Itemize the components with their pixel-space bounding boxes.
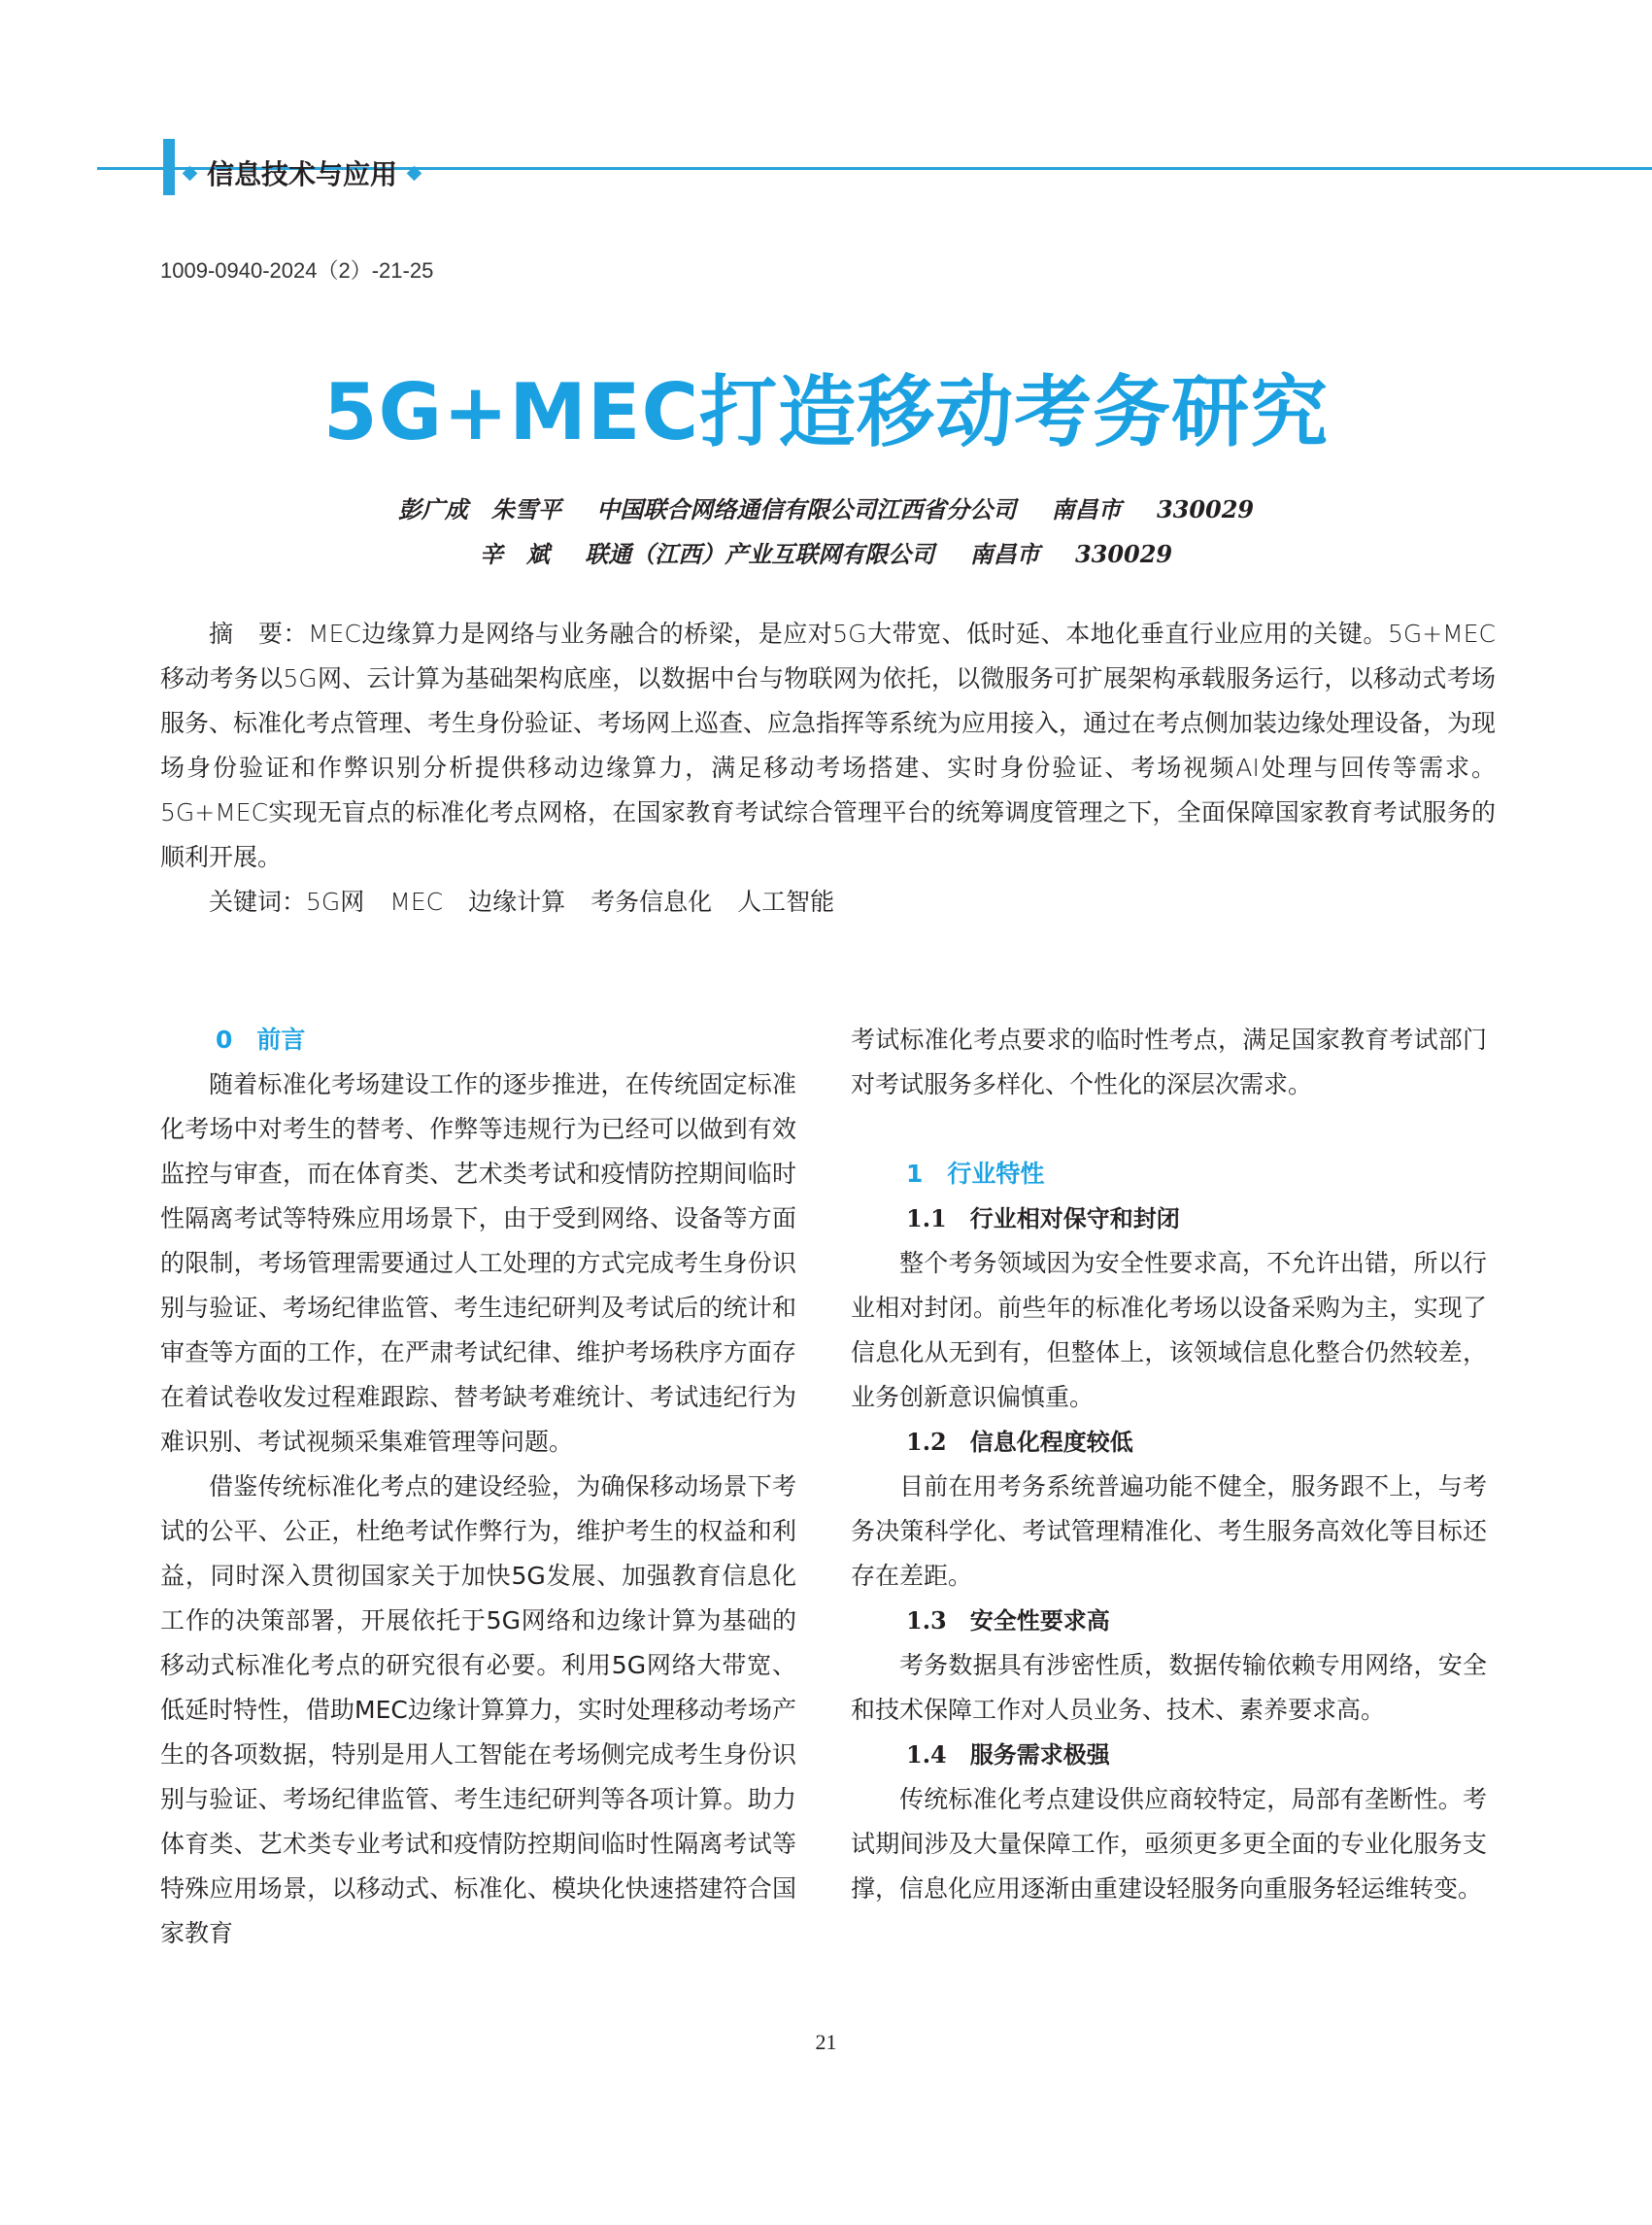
keyword: 边缘计算 <box>468 888 566 916</box>
keywords <box>160 880 1496 925</box>
keyword: 考务信息化 <box>590 888 713 916</box>
paragraph: 整个考务领域因为安全性要求高，不允许出错，所以行业相对封闭。前些年的标准化考场以设备采购为主，实现了信息化从无到有，但整体上，该领域信息化整合仍然较差，业务创新意识偏慎重。 <box>851 1249 1487 1411</box>
section-gap <box>851 1107 1487 1152</box>
diamond-icon <box>407 165 422 181</box>
column-title-text: 信息技术与应用 <box>207 158 398 190</box>
abstract-text: MEC边缘算力是网络与业务融合的桥梁，是应对5G大带宽、低时延、本地化垂直行业应用的关键。5G+MEC移动考务以5G网、云计算为基础架构底座，以数据中台与物联网为依托，以微服务可扩展架构承载服务运行，以移动式考场服务、标准化考点管理、考生身份验证、考场网上巡查、应急指挥等系统为应用接入，通过在考点侧加装边缘处理设备，为现场身份验证和作弊识别分析提供移动边缘算力，满足移动考场搭建、实时身份验证、考场视频AI处理与回传等需求。5G+MEC实现无盲点的标准化考点网格，在国家教育考试综合管理平台的统筹调度管理之下，全面保障国家教育考试服务的顺利开展。 <box>160 620 1497 871</box>
section-heading: 1 行业特性 <box>906 1160 1045 1188</box>
author-city: 南昌市 <box>1051 495 1122 523</box>
author-org: 联通（江西）产业互联网有限公司 <box>585 540 935 568</box>
author-postcode: 330029 <box>1156 495 1255 523</box>
diamond-icon <box>183 165 198 181</box>
paragraph: 目前在用考务系统普遍功能不健全，服务跟不上，与考务决策科学化、考试管理精准化、考生服务高效化等目标还存在差距。 <box>851 1472 1487 1590</box>
abstract <box>160 612 1496 925</box>
abstract-label: 摘 要： <box>209 620 309 648</box>
author-line-2 <box>0 535 1652 569</box>
paragraph: 随着标准化考场建设工作的逐步推进，在传统固定标准化考场中对考生的替考、作弊等违规行为已经可以做到有效监控与审查，而在体育类、艺术类考试和疫情防控期间临时性隔离考试等特殊应用场景下，由于受到网络、设备等方面的限制，考场管理需要通过人工处理的方式完成考生身份识别与验证、考场纪律监管、考生违纪研判及考试后的统计和审查等方面的工作，在严肃考试纪律、维护考场秩序方面存在着试卷收发过程难跟踪、替考缺考难统计、考试违纪行为难识别、考试视频采集难管理等问题。 <box>160 1070 796 1456</box>
keyword: 5G网 <box>306 888 365 916</box>
page-title: 5G+MEC打造移动考务研究 <box>322 367 1330 457</box>
doc-code: 1009-0940-2024（2）-21-25 <box>160 258 434 283</box>
paragraph-continued: 考试标准化考点要求的临时性考点，满足国家教育考试部门对考试服务多样化、个性化的深层次需求。 <box>851 1026 1487 1098</box>
subsection-heading: 1.1 行业相对保守和封闭 <box>906 1204 1180 1232</box>
keyword: 人工智能 <box>737 888 835 916</box>
author-names: 辛 斌 <box>479 540 550 568</box>
subsection-heading: 1.2 信息化程度较低 <box>906 1428 1133 1456</box>
page-number: 21 <box>815 2030 837 2054</box>
keywords-label: 关键词： <box>209 888 307 916</box>
author-names: 彭广成 朱雪平 <box>397 495 561 523</box>
abstract-paragraph <box>160 612 1496 880</box>
body-column-left <box>160 1018 796 1956</box>
paragraph: 借鉴传统标准化考点的建设经验，为确保移动场景下考试的公平、公正，杜绝考试作弊行为，维护考生的权益和利益，同时深入贯彻国家关于加快5G发展、加强教育信息化工作的决策部署，开展依托于5G网络和边缘计算为基础的移动式标准化考点的研究很有必要。利用5G网络大带宽、低延时特性，借助MEC边缘计算算力，实时处理移动考场产生的各项数据，特别是用人工智能在考场侧完成考生身份识别与验证、考场纪律监管、考生违纪研判等各项计算。助力体育类、艺术类专业考试和疫情防控期间临时性隔离考试等特殊应用场景，以移动式、标准化、模块化快速搭建符合国家教育 <box>160 1472 796 1947</box>
author-line-1 <box>0 490 1652 524</box>
paragraph: 传统标准化考点建设供应商较特定，局部有垄断性。考试期间涉及大量保障工作，亟须更多更全面的专业化服务支撑，信息化应用逐渐由重建设轻服务向重服务轻运维转变。 <box>851 1785 1487 1903</box>
body-column-right <box>851 1018 1487 1911</box>
paragraph: 考务数据具有涉密性质，数据传输依赖专用网络，安全和技术保障工作对人员业务、技术、素养要求高。 <box>851 1651 1487 1724</box>
author-postcode: 330029 <box>1074 540 1173 568</box>
column-title <box>179 153 425 192</box>
section-heading: 0 前言 <box>216 1026 306 1054</box>
keyword: MEC <box>389 888 444 916</box>
subsection-heading: 1.3 安全性要求高 <box>906 1606 1110 1635</box>
author-org: 中国联合网络通信有限公司江西省分公司 <box>596 495 1017 523</box>
subsection-heading: 1.4 服务需求极强 <box>906 1740 1110 1769</box>
author-city: 南昌市 <box>969 540 1040 568</box>
